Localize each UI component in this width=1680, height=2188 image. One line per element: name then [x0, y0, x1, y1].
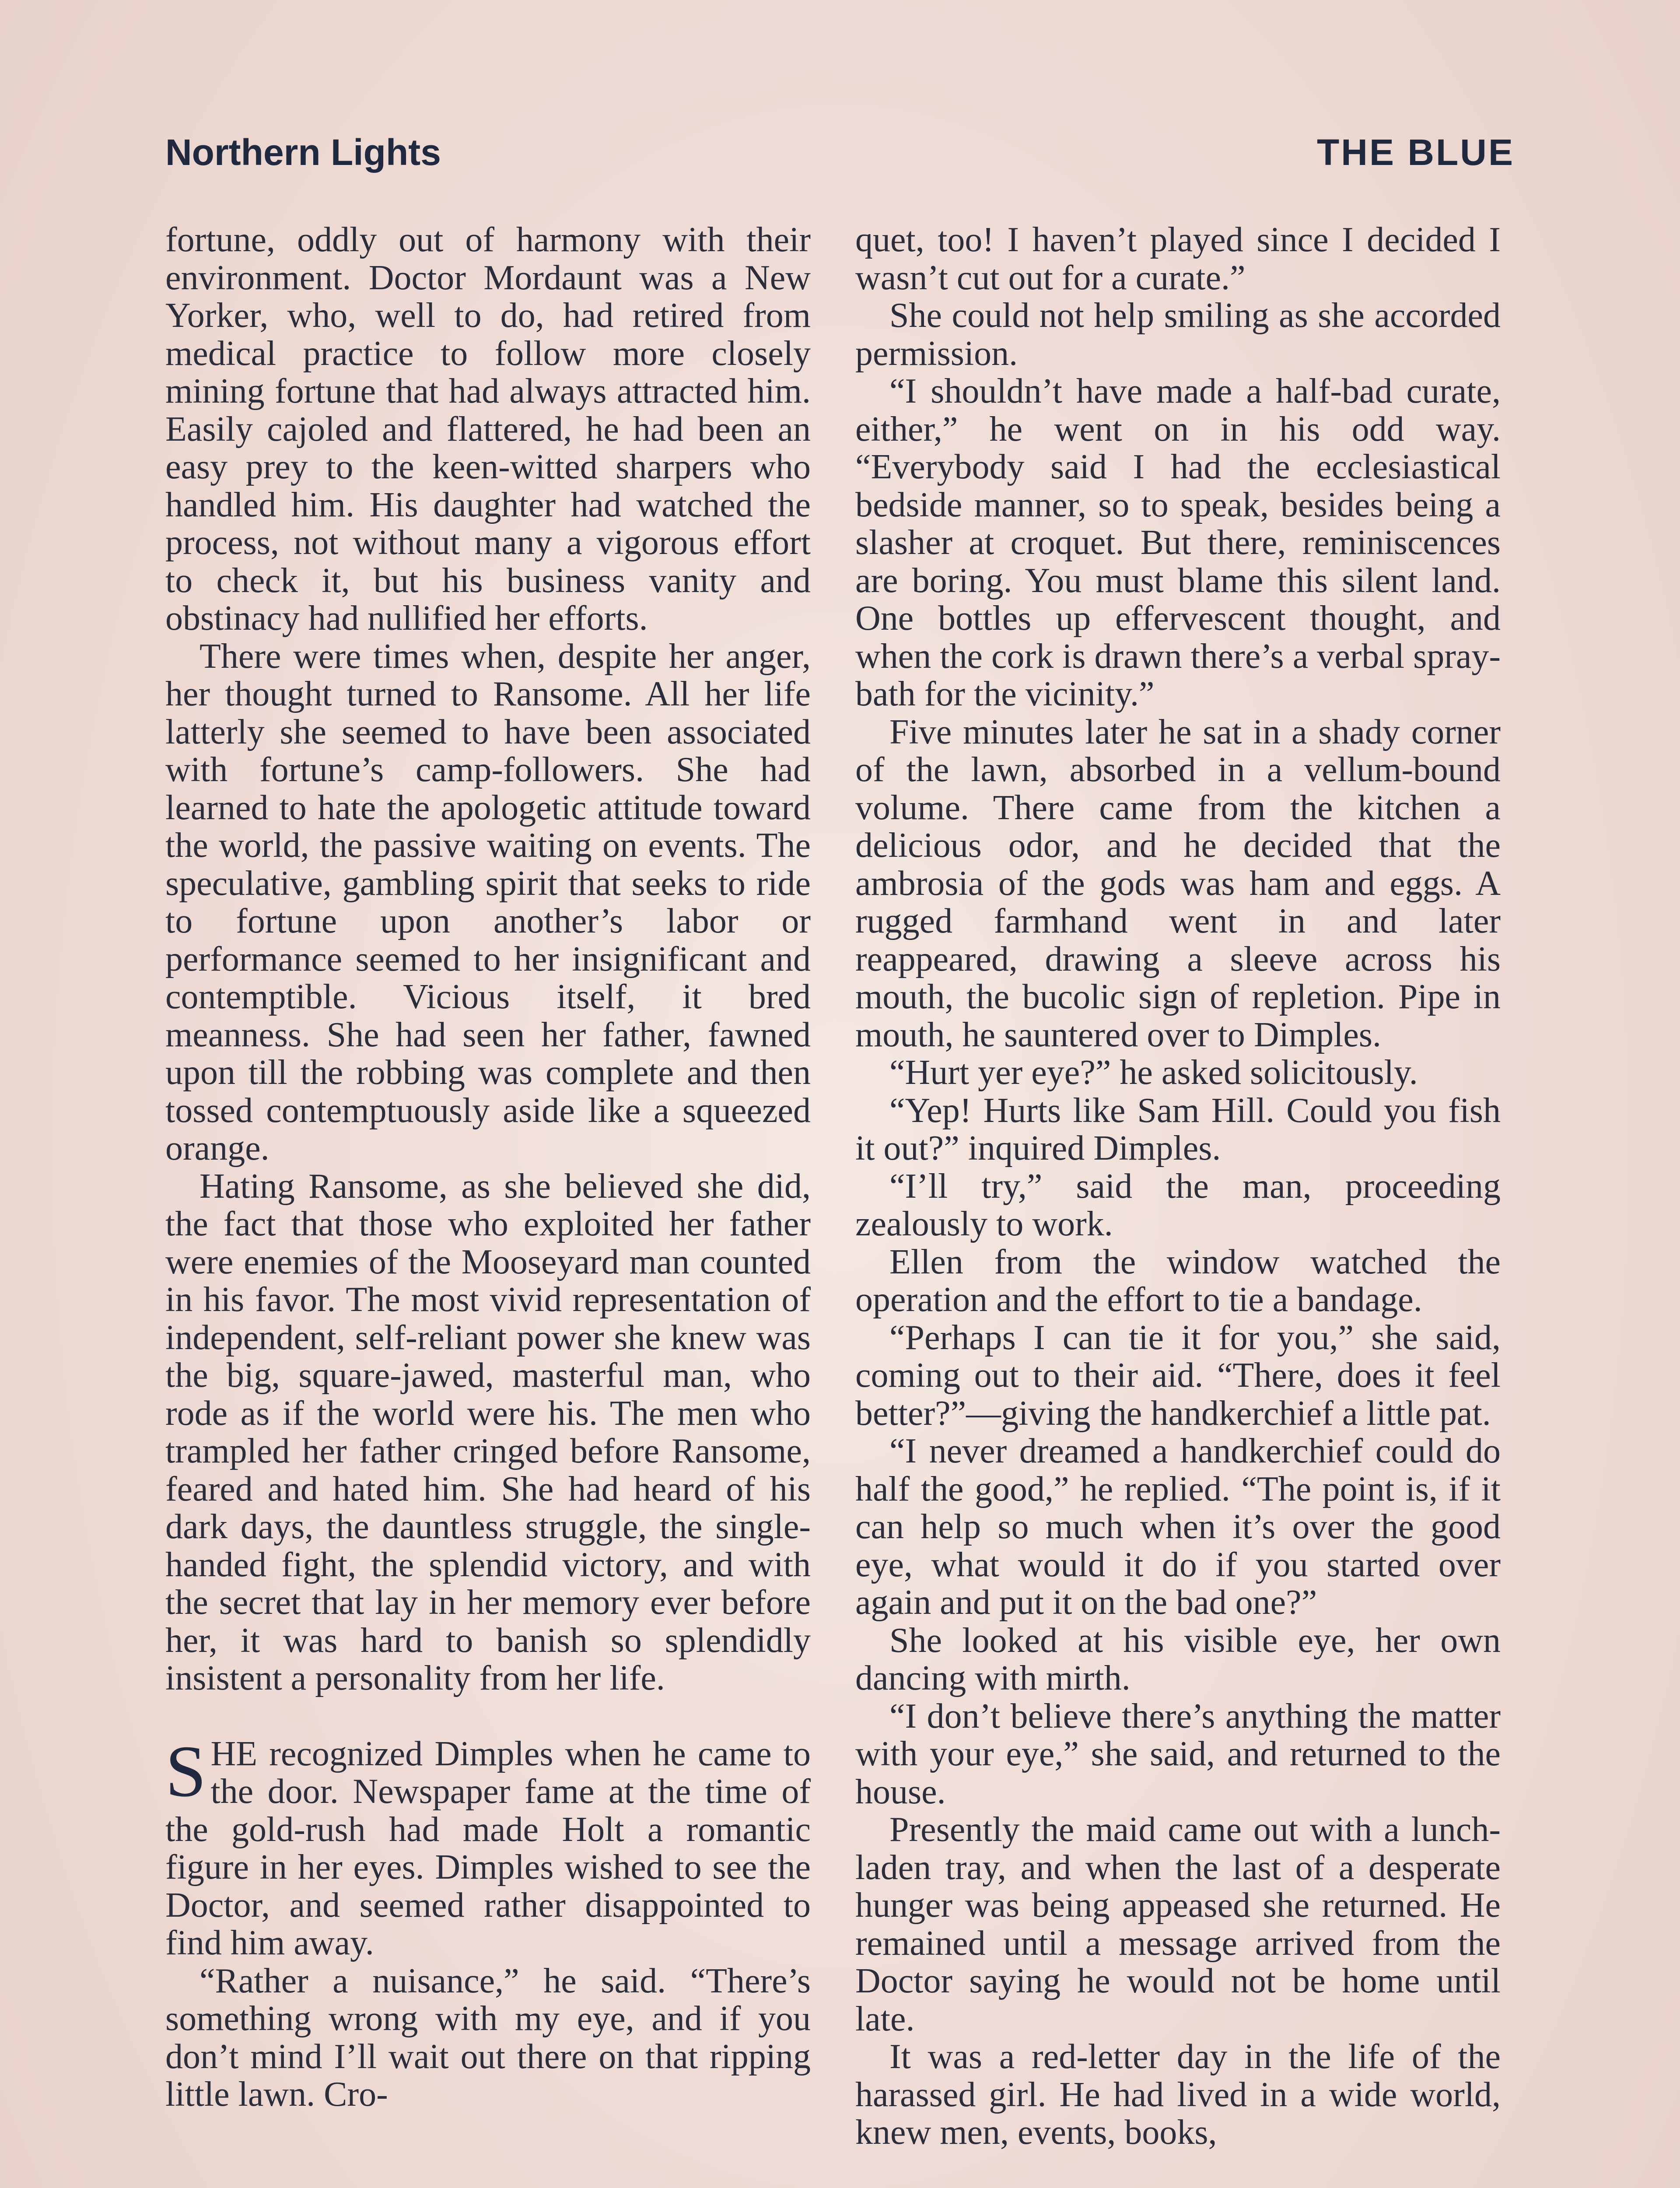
paragraph: Five minutes later he sat in a shady corner of the lawn, absorbed in a vellum-bound volume. There came from the kitchen a delicious odor, and he decided that the ambrosia of the gods was ham and eggs. A rugged farmhand went in and later reappeared, drawing a sleeve across his mouth, the bucolic sign of repletion. Pipe in mouth, he sauntered over to Dimples. — [855, 712, 1501, 1054]
paragraph: Presently the maid came out with a lunch-laden tray, and when the last of a desperate hunger was being appeased she returned. He remained until a message arrived from the Doctor saying he would not be home until late. — [855, 1810, 1501, 2038]
left-column — [165, 221, 811, 2114]
paragraph: “Yep! Hurts like Sam Hill. Could you fish it out?” inquired Dimples. — [855, 1091, 1501, 1168]
drop-cap: S — [165, 1730, 206, 1812]
magazine-title: THE BLUE — [1317, 132, 1515, 173]
paragraph: Ellen from the window watched the operation and the effort to tie a bandage. — [855, 1242, 1501, 1319]
paragraph: “I’ll try,” said the man, proceeding zealously to work. — [855, 1167, 1501, 1243]
paragraph: “Perhaps I can tie it for you,” she said, coming out to their aid. “There, does it feel better?”—giving the handkerchief a little pat. — [855, 1318, 1501, 1433]
paragraph: “I shouldn’t have made a half-bad curate, either,” he went on in his odd way. “Everybody said I had the ecclesiastical bedside manner, so to speak, besides being a slasher at croquet. But there, reminiscences are boring. You must blame this silent land. One bottles up effervescent thought, and when the cork is drawn there’s a verbal spray-bath for the vicinity.” — [855, 372, 1501, 713]
paragraph: It was a red-letter day in the life of the harassed girl. He had lived in a wide world, knew men, events, books, — [855, 2037, 1501, 2152]
paragraph: quet, too! I haven’t played since I decided I wasn’t cut out for a curate.” — [855, 221, 1501, 297]
right-column — [855, 221, 1501, 2152]
paragraph: “Rather a nuisance,” he said. “There’s something wrong with my eye, and if you don’t mind I’ll wait out there on that ripping little lawn. Cro- — [165, 1961, 811, 2114]
story-title: Northern Lights — [165, 132, 441, 173]
paragraph: She could not help smiling as she accorded permission. — [855, 296, 1501, 373]
paragraph: There were times when, despite her anger, her thought turned to Ransome. All her life latterly she seemed to have been associated with fortune’s camp-followers. She had learned to hate the apologetic attitude toward the world, the passive waiting on events. The speculative, gambling spirit that seeks to ride to fortune upon another’s labor or performance seemed to her insignificant and contemptible. Vicious itself, it bred meanness. She had seen her father, fawned upon till the robbing was complete and then tossed contemptuously aside like a squeezed orange. — [165, 637, 811, 1168]
paragraph: Hating Ransome, as she believed she did, the fact that those who exploited her father were enemies of the Mooseyard man counted in his favor. The most vivid representation of independent, self-reliant power she knew was the big, square-jawed, masterful man, who rode as if the world were his. The men who trampled her father cringed before Ransome, feared and hated him. She had heard of his dark days, the dauntless struggle, the single-handed fight, the splendid victory, and with the secret that lay in her memory ever before her, it was hard to banish so splendidly insistent a personality from her life. — [165, 1167, 811, 1697]
paragraph: fortune, oddly out of harmony with their environment. Doctor Mordaunt was a New Yorker, who, well to do, had retired from medical practice to follow more closely mining fortune that had always attracted him. Easily cajoled and flattered, he had been an easy prey to the keen-witted sharpers who handled him. His daughter had watched the process, not without many a vigorous effort to check it, but his business vanity and obstinacy had nullified her efforts. — [165, 221, 811, 638]
section-opening-paragraph — [165, 1730, 811, 1962]
paragraph: She looked at his visible eye, her own dancing with mirth. — [855, 1621, 1501, 1697]
paragraph: “I don’t believe there’s anything the matter with your eye,” she said, and returned to the house. — [855, 1697, 1501, 1811]
paragraph-text: HE recognized Dimples when he came to the door. Newspaper fame at the time of the gold-rush had made Holt a romantic figure in her eyes. Dimples wished to see the Doctor, and seemed rather disappointed to find him away. — [165, 1734, 811, 1962]
paragraph: “I never dreamed a handkerchief could do half the good,” he replied. “The point is, if it can help so much when it’s over the good eye, what would it do if you started over again and put it on the bad one?” — [855, 1432, 1501, 1622]
running-head — [165, 131, 1515, 184]
paragraph: “Hurt yer eye?” he asked solicitously. — [889, 1053, 1418, 1092]
